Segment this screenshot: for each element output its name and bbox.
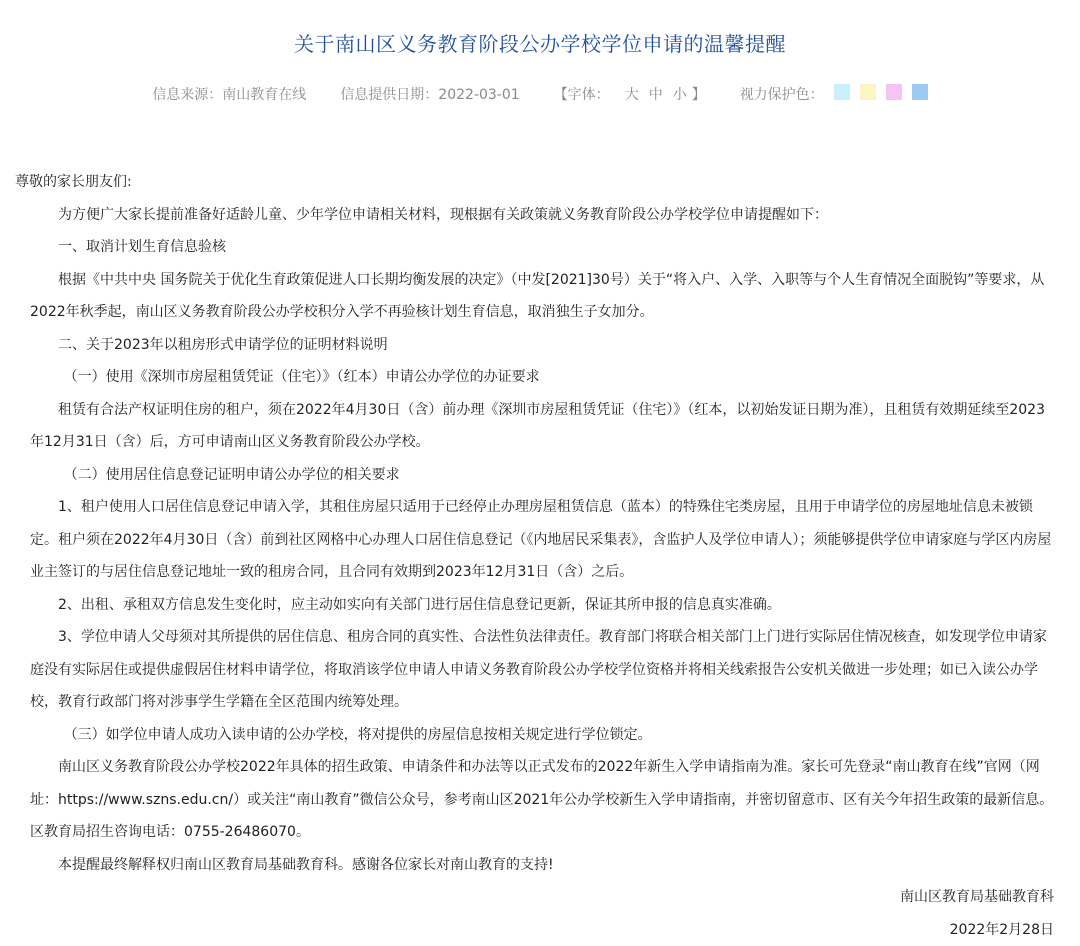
font-size-close: 】 (691, 87, 706, 103)
sign-date: 2022年2月28日 (949, 921, 1054, 938)
greeting: 尊敬的家长朋友们: (15, 174, 132, 190)
eye-protection-label: 视力保护色： (739, 87, 824, 103)
paragraph-item-3: 3、学位申请人父母须对其所提供的居住信息、租房合同的真实性、合法性负法律责任。教育部门将联合相关部门上门进行实际居住情况核查，如发现学位申请家庭没有实际居住或提供虚假居住材料申请学位，将取消该学位申请人申请义务教育阶段公办学校学位资格并将相关线索报告公安机关做进一步处理；如已入读公办学校，教育行政部门将对涉事学生学籍在全区范围内统筹处理。 (30, 629, 1047, 710)
paragraph-item-1: 1、租户使用人口居住信息登记申请入学，其租住房屋只适用于已经停止办理房屋租赁信息（蓝本）的特殊住宅类房屋，且用于申请学位的房屋地址信息未被锁定。租户须在2022年4月30日（含）前到社区网格中心办理人口居住信息登记（《内地居民采集表》，含监护人及学位申请人）；须能够提供学位申请家庭与学区内房屋业主签订的与居住信息登记地址一致的租房合同，且合同有效期到2023年12月31日（含）之后。 (30, 499, 1052, 580)
eye-color-yellow-swatch[interactable] (860, 84, 876, 100)
font-size-small-link[interactable]: 小 (672, 87, 687, 103)
paragraph-closing: 本提醒最终解释权归南山区教育局基础教育科。感谢各位家长对南山教育的支持! (58, 856, 554, 873)
section-heading-2: 二、关于2023年以租房形式申请学位的证明材料说明 (58, 336, 388, 353)
eye-color-pink-swatch[interactable] (886, 84, 902, 100)
article-body (15, 166, 1054, 946)
meta-bar (0, 84, 1080, 104)
paragraph-item-2: 2、出租、承租双方信息发生变化时，应主动如实向有关部门进行居住信息登记更新，保证其所申报的信息真实准确。 (58, 596, 781, 613)
paragraph-guide: 南山区义务教育阶段公办学校2022年具体的招生政策、申请条件和办法等以正式发布的2022年新生入学申请指南为准。家长可先登录“南山教育在线”官网（网址：https://www.szns.edu.cn/）或关注“南山教育”微信公众号，参考南山区2021年公办学校新生入学申请指南，并密切留意市、区有关今年招生政策的最新信息。区教育局招生咨询电话：0755-26486070。 (30, 759, 1054, 840)
eye-color-cyan-swatch[interactable] (834, 84, 850, 100)
page-title: 关于南山区义务教育阶段公办学校学位申请的温馨提醒 (294, 32, 786, 56)
font-size-large-link[interactable]: 大 (624, 87, 639, 103)
subsection-heading-3: （三）如学位申请人成功入读申请的公办学校，将对提供的房屋信息按相关规定进行学位锁定。 (63, 726, 652, 743)
font-size-label: 【字体： (553, 87, 610, 103)
section-heading-1: 一、取消计划生育信息验核 (58, 239, 226, 255)
source-label: 信息来源：南山教育在线 (152, 87, 307, 103)
signature: 南山区教育局基础教育科 (900, 889, 1054, 905)
subsection-heading-2: （二）使用居住信息登记证明申请公办学位的相关要求 (63, 466, 400, 483)
font-size-medium-link[interactable]: 中 (648, 87, 663, 103)
paragraph-subsection-1: 租赁有合法产权证明住房的租户，须在2022年4月30日（含）前办理《深圳市房屋租赁凭证（住宅）》（红本，以初始发证日期为准），且租赁有效期延续至2023年12月31日（含）后，方可申请南山区义务教育阶段公办学校。 (30, 401, 1045, 450)
subsection-heading-1: （一）使用《深圳市房屋租赁凭证（住宅）》（红本）申请公办学位的办证要求 (63, 369, 540, 385)
eye-color-blue-swatch[interactable] (912, 84, 928, 100)
paragraph-section-1: 根据《中共中央 国务院关于优化生育政策促进人口长期均衡发展的决定》（中发[2021]30号）关于“将入户、入学、入职等与个人生育情况全面脱钩”等要求，从2022年秋季起，南山区义务教育阶段公办学校积分入学不再验核计划生育信息，取消独生子女加分。 (30, 271, 1045, 320)
paragraph-intro: 为方便广大家长提前准备好适龄儿童、少年学位申请相关材料，现根据有关政策就义务教育阶段公办学校学位申请提醒如下： (58, 206, 828, 223)
date-label: 信息提供日期：2022-03-01 (340, 87, 520, 103)
